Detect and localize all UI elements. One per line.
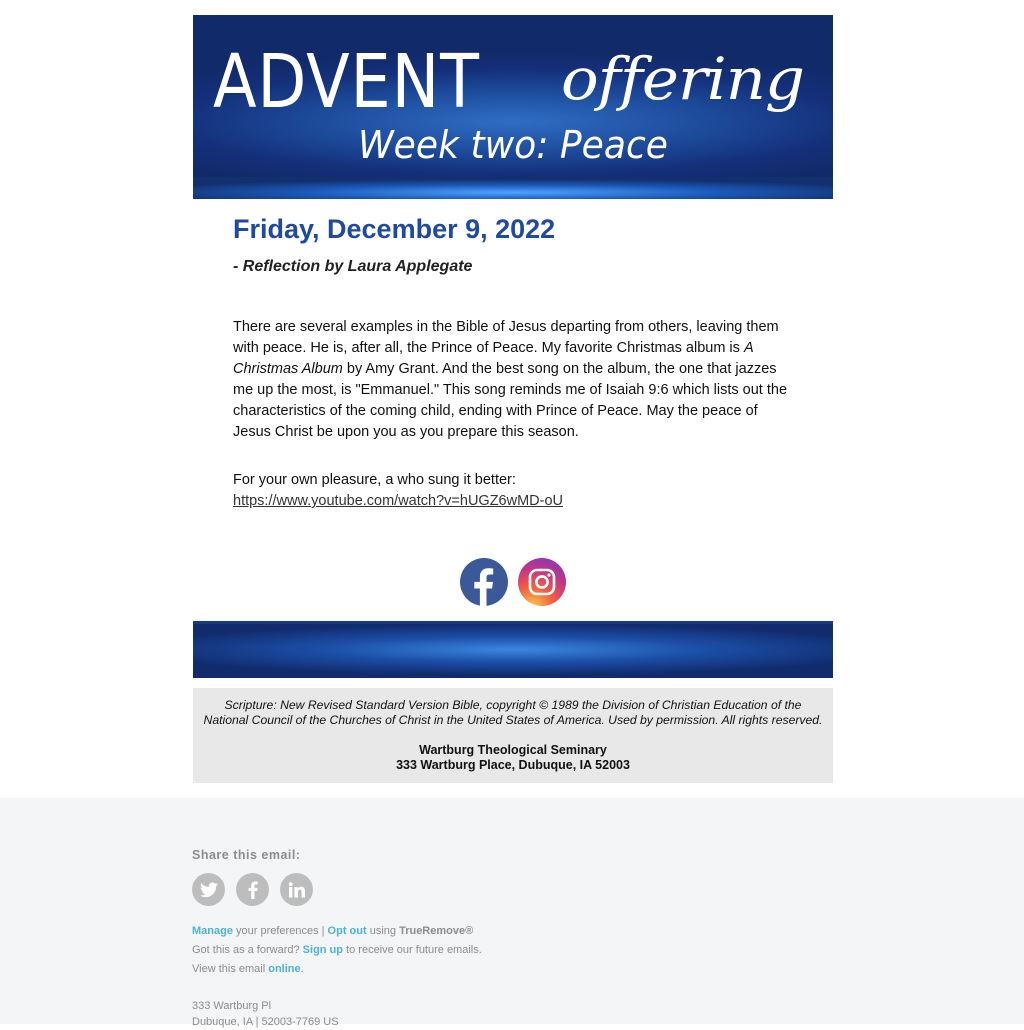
sender-address <box>192 998 482 1030</box>
facebook-icon[interactable] <box>460 558 508 606</box>
social-links <box>460 558 566 606</box>
forward-line <box>192 941 482 960</box>
using-text: using <box>366 925 400 937</box>
youtube-link[interactable]: https://www.youtube.com/watch?v=hUGZ6wMD-oU <box>233 493 563 509</box>
instagram-icon[interactable] <box>518 558 566 606</box>
footer-banner-topline <box>193 621 833 624</box>
linkedin-icon[interactable] <box>280 873 313 906</box>
footer-banner <box>193 621 833 678</box>
view-text: View this email <box>192 963 269 975</box>
pleasure-paragraph <box>233 470 793 512</box>
facebook-share-icon[interactable] <box>236 873 269 906</box>
opt-out-link[interactable]: Opt out <box>327 925 367 937</box>
article-date: Friday, December 9, 2022 <box>233 214 556 244</box>
scripture-notice: Scripture: New Revised Standard Version Bible, copyright © 1989 the Division of Christian Education of the National Council of the Churches of Christ in the United States of America. Used by permission. All rights reserved. <box>203 698 823 727</box>
advent-banner <box>193 15 833 199</box>
forward-text: Got this as a forward? <box>192 944 303 956</box>
paragraph-text: There are several examples in the Bible of Jesus departing from others, leaving them with peace. He is, after all, the Prince of Peace. My favorite Christmas album is <box>233 319 779 356</box>
email-tools-inner <box>192 848 482 1030</box>
manage-link[interactable]: Manage <box>192 925 233 937</box>
twitter-icon[interactable] <box>192 873 225 906</box>
org-address: 333 Wartburg Place, Dubuque, IA 52003 <box>396 758 630 772</box>
share-icons <box>192 873 482 906</box>
view-line <box>192 960 482 979</box>
org-name: Wartburg Theological Seminary <box>419 743 607 757</box>
footer-info <box>193 688 833 783</box>
address-line-1: 333 Wartburg Pl <box>192 1000 272 1012</box>
manage-line <box>192 922 482 941</box>
share-label: Share this email: <box>192 848 301 862</box>
trueremove-link[interactable]: TrueRemove® <box>399 925 474 937</box>
banner-week-text: Week two: Peace <box>357 123 669 167</box>
banner-glow <box>193 177 833 199</box>
article-byline: - Reflection by Laura Applegate <box>233 258 473 275</box>
album-title: A Christmas Album <box>233 340 754 377</box>
article <box>193 213 833 512</box>
email-container <box>193 15 833 772</box>
paragraph-text: by Amy Grant. And the best song on the album, the one that jazzes me up the most, is "Emmanuel." This song reminds me of Isaiah 9:6 which lists out the characteristics of the coming child, ending with Prince of Peace. May the peace of Jesus Christ be upon you as you prepare this season. <box>233 361 788 440</box>
email-tools <box>0 798 1024 1028</box>
banner-title <box>213 39 523 125</box>
org-block <box>193 743 833 773</box>
view-online-link[interactable]: online <box>268 963 301 975</box>
manage-rest: your preferences | <box>232 925 328 937</box>
banner-offering-text: offering <box>561 45 804 113</box>
reflection-paragraph <box>233 317 793 443</box>
address-line-2: Dubuque, IA | 52003-7769 US <box>192 1016 339 1028</box>
preference-links <box>192 922 482 979</box>
forward-rest: to receive our future emails. <box>343 944 482 956</box>
banner-advent-text: ADVENT <box>213 39 480 125</box>
article-body <box>233 317 793 512</box>
sign-up-link[interactable]: Sign up <box>302 944 343 956</box>
pleasure-text: For your own pleasure, a who sung it better: <box>233 472 516 488</box>
view-period: . <box>300 963 304 975</box>
